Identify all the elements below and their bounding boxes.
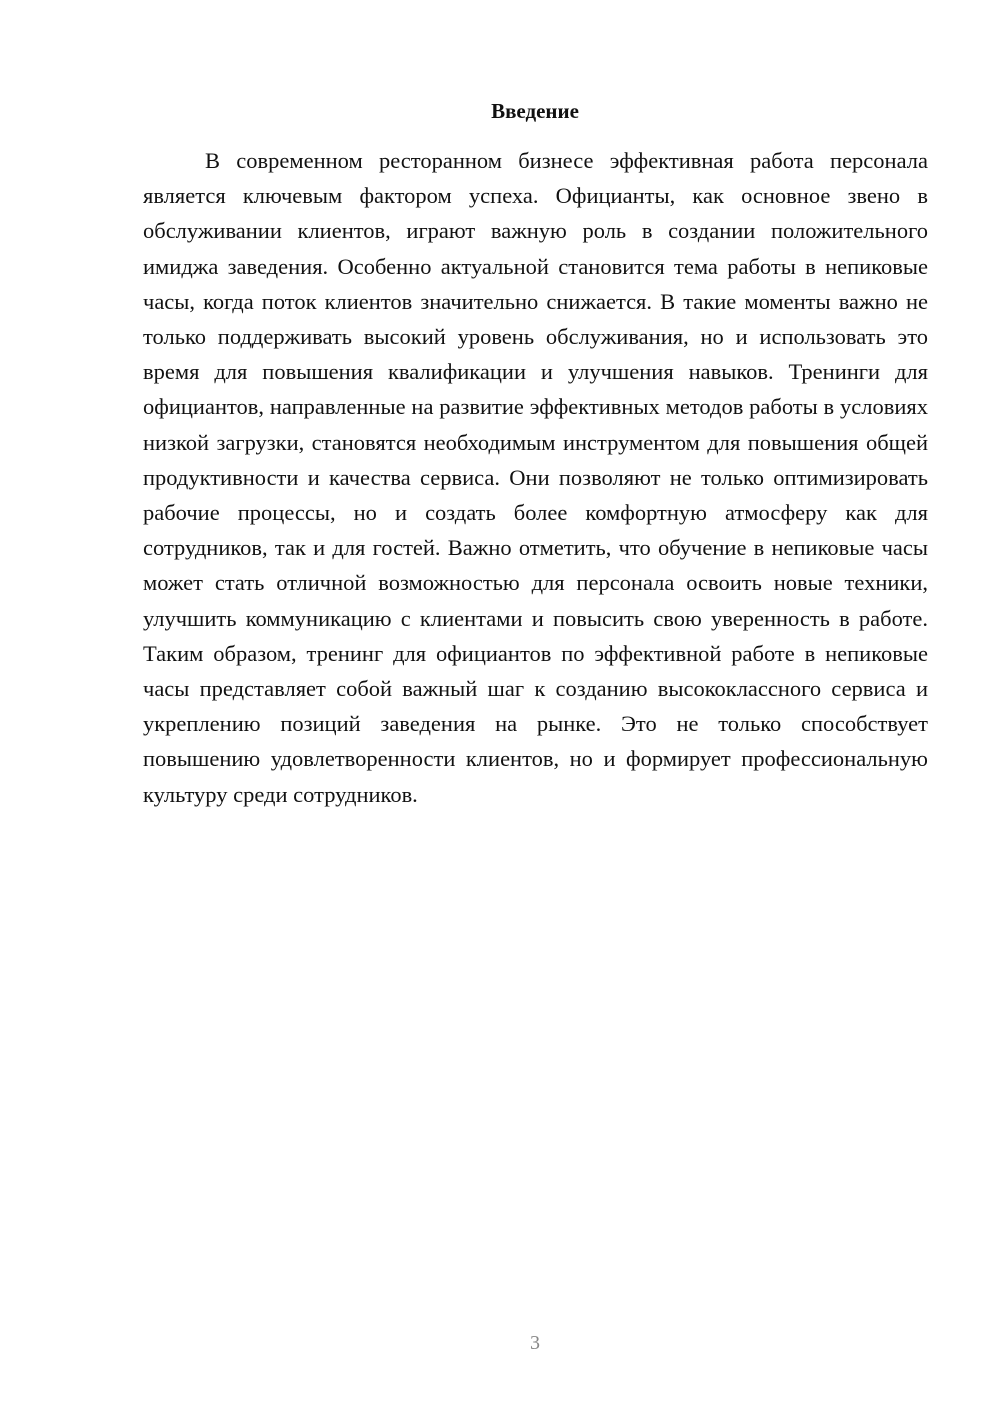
intro-paragraph: В современном ресторанном бизнесе эффективная работа персонала является ключевым фактором успеха. Официанты, как основное звено в обслуживании клиентов, играют важную роль в создании положительного имиджа заведения. Особенно актуальной становится тема работы в непиковые часы, когда поток клиентов значительно снижается. В такие моменты важно не только поддерживать высокий уровень обслуживания, но и использовать это время для повышения квалификации и улучшения навыков. Тренинги для официантов, направленные на развитие эффективных методов работы в условиях низкой загрузки, становятся необходимым инструментом для повышения общей продуктивности и качества сервиса. Они позволяют не только оптимизировать рабочие процессы, но и создать более комфортную атмосферу как для сотрудников, так и для гостей. Важно отметить, что обучение в непиковые часы может стать отличной возможностью для персонала освоить новые техники, улучшить коммуникацию с клиентами и повысить свою уверенность в работе. Таким образом, тренинг для официантов по эффективной работе в непиковые часы представляет собой важный шаг к созданию высококлассного сервиса и укреплению позиций заведения на рынке. Это не только способствует повышению удовлетворенности клиентов, но и формирует профессиональную культуру среди сотрудников. <box>143 148 928 807</box>
page-number: 3 <box>530 1332 540 1354</box>
page-title: Введение <box>491 99 579 123</box>
